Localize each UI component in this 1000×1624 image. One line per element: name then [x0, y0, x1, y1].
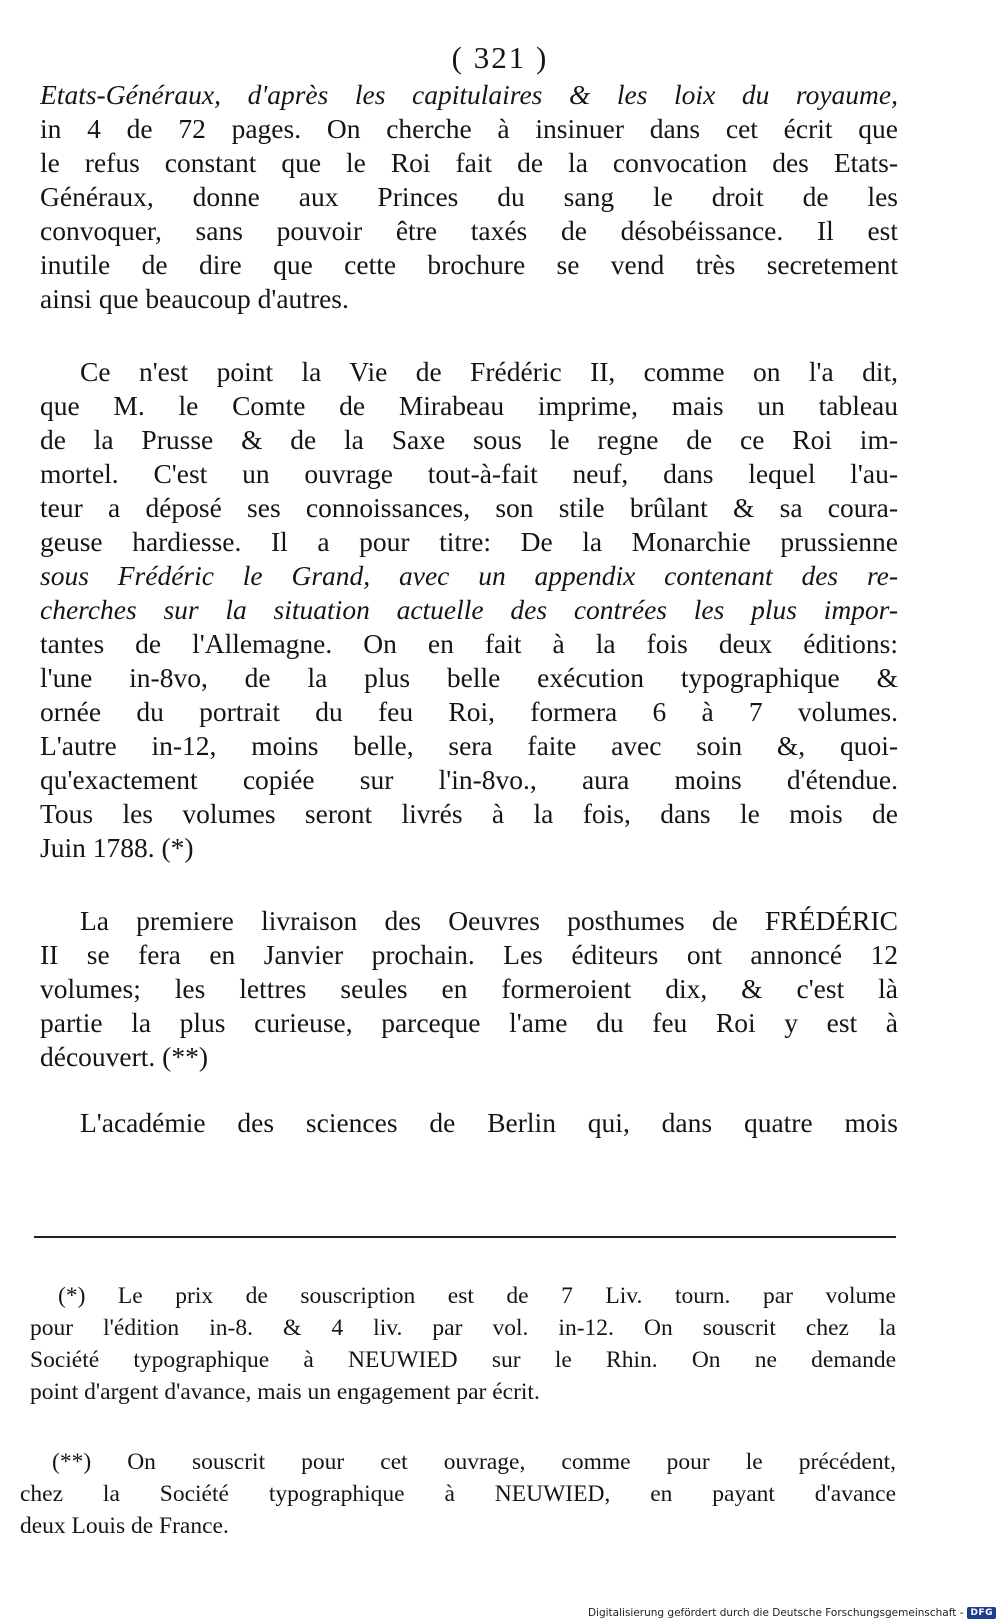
text-line: Juin 1788. (*): [40, 832, 194, 863]
text-line: inutile de dire que cette brochure se vend très secretement: [40, 249, 898, 280]
text-line: volumes; les lettres seules en formeroient dix, & c'est là: [40, 973, 898, 1004]
text-line: L'autre in-12, moins belle, sera faite avec soin &, quoi-: [40, 730, 898, 761]
text-line: geuse hardiesse. Il a pour titre: De la Monarchie prussienne: [40, 526, 898, 557]
text-line: Etats-Généraux, d'après les capitulaires & les loix du royaume,: [40, 79, 898, 110]
footnote-line: point d'argent d'avance, mais un engagement par écrit.: [30, 1379, 540, 1405]
text-line: Ce n'est point la Vie de Frédéric II, comme on l'a dit,: [80, 356, 898, 387]
text-line: le refus constant que le Roi fait de la convocation des Etats-: [40, 147, 898, 178]
text-line: que M. le Comte de Mirabeau imprime, mais un tableau: [40, 390, 898, 421]
text-line: de la Prusse & de la Saxe sous le regne de ce Roi im-: [40, 424, 898, 455]
text-line: ornée du portrait du feu Roi, formera 6 à 7 volumes.: [40, 696, 898, 727]
text-line: Tous les volumes seront livrés à la fois, dans le mois de: [40, 798, 898, 829]
text-line: partie la plus curieuse, parceque l'ame du feu Roi y est à: [40, 1007, 898, 1038]
footnote-divider: [34, 1236, 896, 1238]
text-line: découvert. (**): [40, 1041, 208, 1072]
digitization-credit: [588, 1604, 996, 1622]
text-line: cherches sur la situation actuelle des contrées les plus impor-: [40, 594, 898, 625]
text-line: teur a déposé ses connoissances, son stile brûlant & sa coura-: [40, 492, 898, 523]
footnote-line: Société typographique à NEUWIED sur le Rhin. On ne demande: [30, 1347, 896, 1373]
dfg-logo: DFG: [967, 1607, 996, 1619]
page-number: ( 321 ): [451, 40, 549, 75]
text-line: sous Frédéric le Grand, avec un appendix contenant des re-: [40, 560, 898, 591]
text-line: mortel. C'est un ouvrage tout-à-fait neuf, dans lequel l'au-: [40, 458, 898, 489]
text-line: l'une in-8vo, de la plus belle exécution typographique &: [40, 662, 898, 693]
credit-text: Digitalisierung gefördert durch die Deutsche Forschungsgemeinschaft -: [587, 1607, 964, 1619]
footnote-line: (**) On souscrit pour cet ouvrage, comme pour le précédent,: [52, 1449, 896, 1475]
text-line: qu'exactement copiée sur l'in-8vo., aura moins d'étendue.: [40, 764, 898, 795]
text-line: II se fera en Janvier prochain. Les éditeurs ont annoncé 12: [40, 939, 898, 970]
text-line: convoquer, sans pouvoir être taxés de désobéissance. Il est: [40, 215, 898, 246]
text-line: ainsi que beaucoup d'autres.: [40, 283, 349, 314]
footnote-line: (*) Le prix de souscription est de 7 Liv. tourn. par volume: [58, 1283, 896, 1309]
text-line: in 4 de 72 pages. On cherche à insinuer dans cet écrit que: [40, 113, 898, 144]
text-line: Généraux, donne aux Princes du sang le droit de les: [40, 181, 898, 212]
footnote-line: deux Louis de France.: [20, 1513, 229, 1539]
text-line: La premiere livraison des Oeuvres posthumes de FRÉDÉRIC: [80, 905, 898, 936]
footnote-line: chez la Société typographique à NEUWIED, en payant d'avance: [20, 1481, 896, 1507]
footnote-line: pour l'édition in-8. & 4 liv. par vol. in-12. On souscrit chez la: [30, 1315, 896, 1341]
text-line: L'académie des sciences de Berlin qui, dans quatre mois: [80, 1107, 898, 1138]
text-line: tantes de l'Allemagne. On en fait à la fois deux éditions:: [40, 628, 898, 659]
